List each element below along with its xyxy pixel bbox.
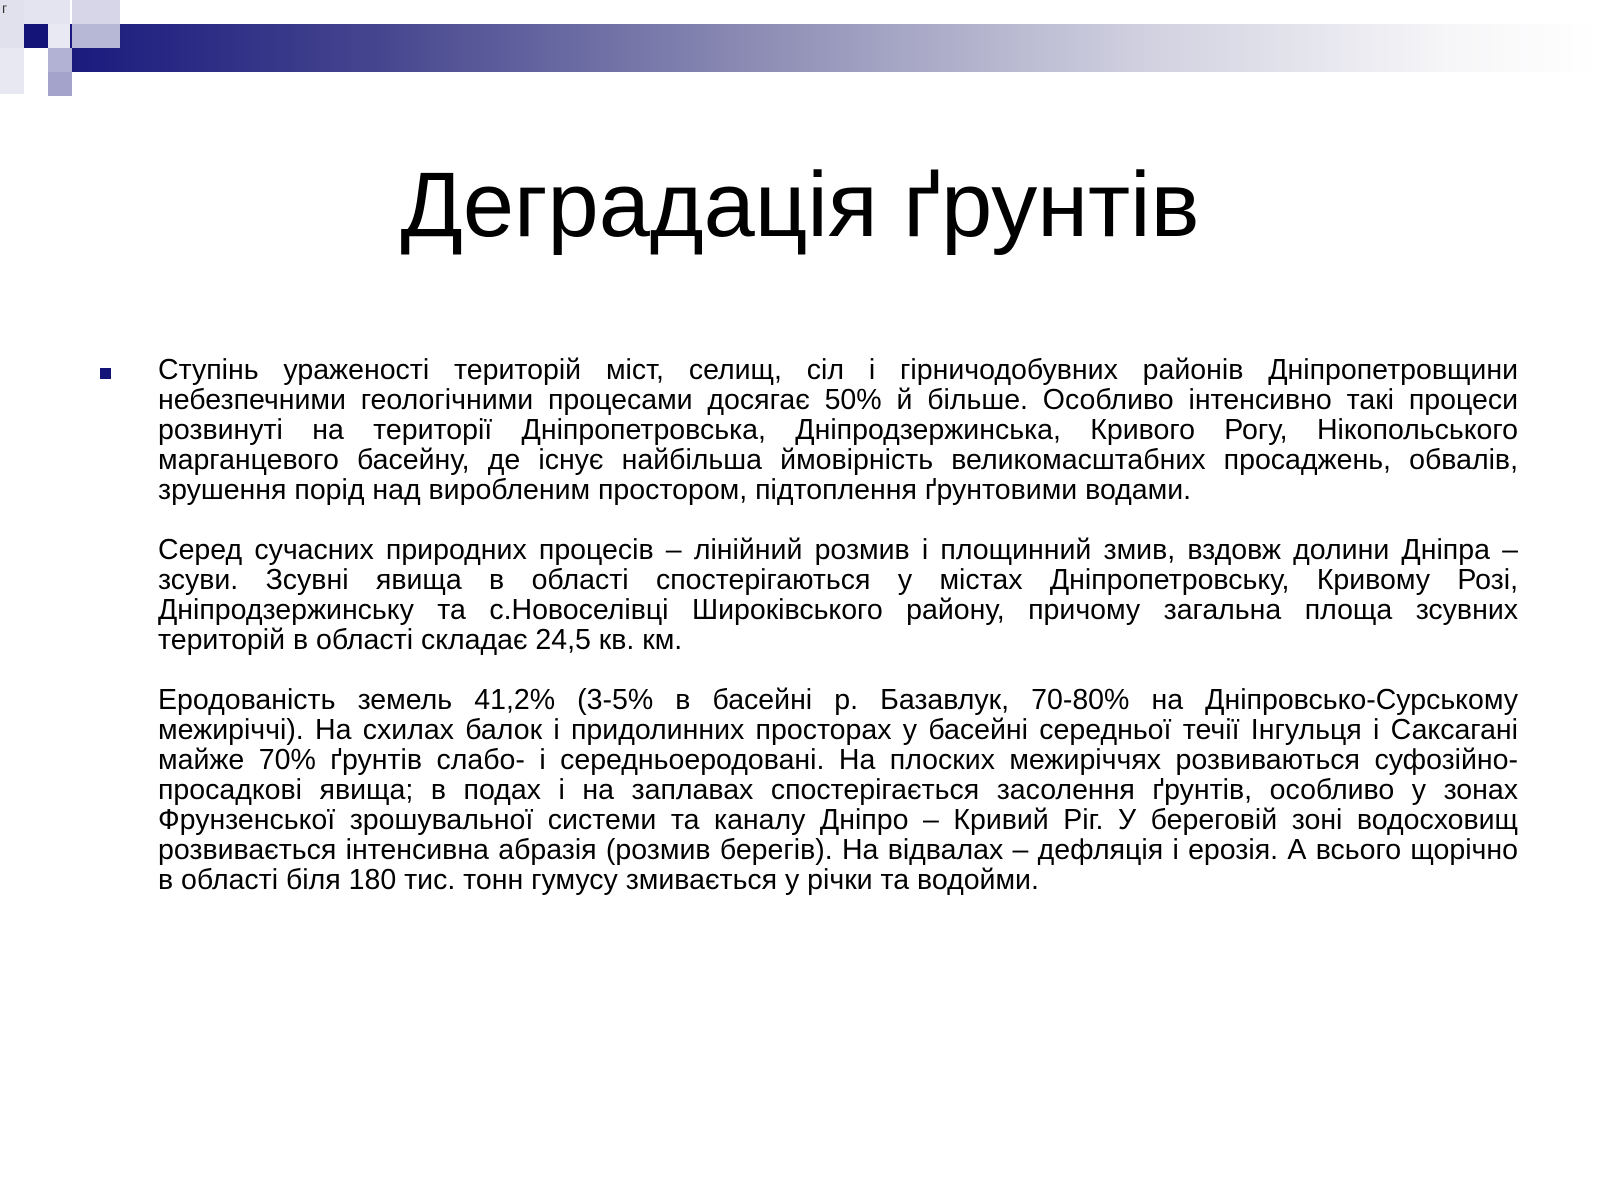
paragraph-geological-processes: Ступінь ураженості територій міст, селищ, сіл і гірничодобувних районів Дніпропетровщини небезпечними геологічними процесами досягає 50% й більше. Особливо інтенсивно такі процеси розвинуті на території Дніпропетровська, Дніпродзержинська, Кривого Рогу, Нікопольського марганцевого басейну, де існує найбільша ймовірність великомасштабних просаджень, обвалів, зрушення порід над виробленим простором, підтоплення ґрунтовими водами. (158, 354, 1518, 506)
corner-mark: г (2, 0, 8, 16)
decor-square (48, 24, 70, 48)
decor-square (72, 24, 120, 48)
decor-square (48, 72, 72, 96)
decor-square-accent (24, 24, 48, 48)
decor-square (24, 0, 70, 24)
decor-square (48, 48, 72, 72)
decor-square (0, 48, 24, 94)
square-bullet-icon (100, 368, 111, 379)
paragraph-erosion: Еродованість земель 41,2% (3-5% в басейні р. Базавлук, 70-80% на Дніпровсько-Сурському межиріччі). На схилах балок і придолинних просторах у басейні середньої течії Інгульця і Саксагані майже 70% ґрунтів слабо- і середньоеродовані. На плоских межиріччях розвиваються суфозійно-просадкові явища; в подах і на заплавах спостерігається засолення ґрунтів, особливо у зонах Фрунзенської зрошувальної системи та каналу Дніпро – Кривий Ріг. У береговій зоні водосховищ розвивається інтенсивна абразія (розмив берегів). На відвалах – дефляція і ерозія. А всього щорічно в області біля 180 тис. тонн гумусу змивається у річки та водойми. (158, 684, 1518, 896)
header-gradient-bar (70, 24, 1600, 72)
slide-body (158, 355, 1518, 925)
paragraph-landslides: Серед сучасних природних процесів – лінійний розмив і площинний змив, вздовж долини Дніпра – зсуви. Зсувні явища в області спостерігаються у містах Дніпропетровську, Кривому Розі, Дніпродзержинську та с.Новоселівці Широківського району, причому загальна площа зсувних територій в області складає 24,5 кв. км. (158, 534, 1518, 656)
slide-title: Деградація ґрунтів (400, 154, 1200, 256)
